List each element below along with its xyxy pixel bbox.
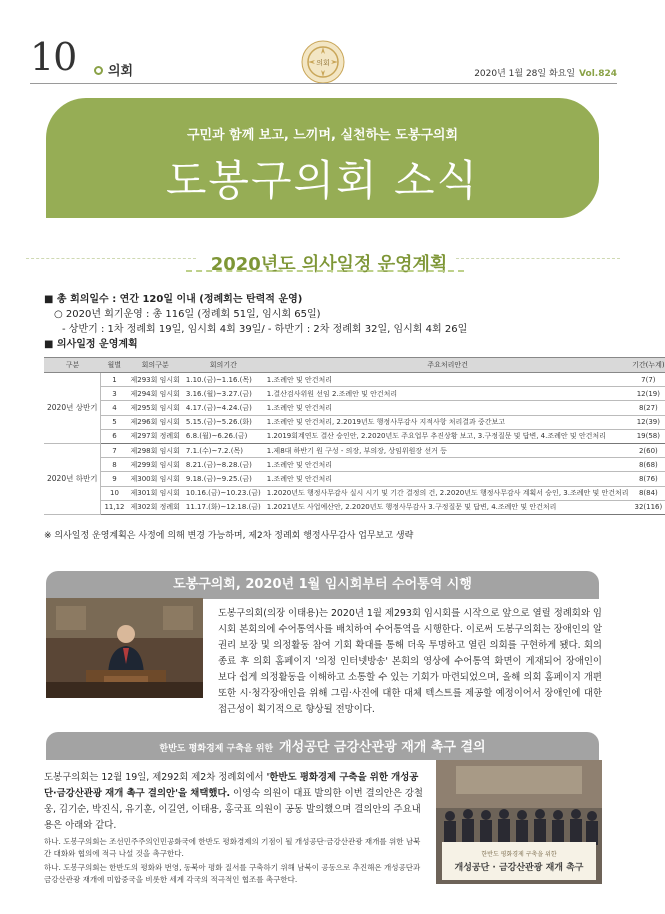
article2-point-2: 하나. 도봉구의회는 한반도의 평화와 번영, 동북아 평화 질서를 구축하기 위해 남북이 공동으로 추진해온 개성공단과 금강산관광 재개에 미합중국을 비롯한 세계 각국의 적극적인 협조를 촉구한다. — [44, 863, 421, 884]
cell-session: 제302회 정례회 — [128, 500, 183, 514]
cell-dates: 9.18.(금)~9.25.(금) — [183, 472, 264, 486]
divider-right — [456, 258, 620, 259]
resolution-group-photo — [436, 760, 602, 884]
header-month: 월별 — [101, 358, 128, 373]
banner-title: 도봉구의회 소식 — [165, 156, 480, 205]
cell-session: 제295회 임시회 — [128, 401, 183, 415]
cell-days: 12(19) — [632, 387, 665, 401]
cell-month: 8 — [101, 458, 128, 472]
article1-body: 도봉구의회(의장 이태용)는 2020년 1월 제293회 임시회를 시작으로 앞으로 열릴 정례회와 임시회 본회의에 수어통역사를 배치하여 수어통역을 시행한다. 이로써 도봉구의회는 장애인의 알 권리 보장 및 의정활동 참여 기회 확대를 통해 더욱 투명하고 열린 의회를 구현하게 됐다. 회의 종료 후 의회 홈페이지 '의정 인터넷방송' 본회의 영상에 수어통역 화면이 게재되어 장애인이 보다 쉽게 의정활동을 이해하고 소통할 수 있는 기회가 마련되었으며, 올해 의회 홈페이지 개편 또한 시·청각장애인을 위해 그림·사진에 대한 대체 텍스트를 제공할 예정이어서 장애인에 대한 접근성이 획기적으로 향상될 전망이다. — [218, 608, 602, 715]
table-row — [44, 373, 665, 387]
table-row — [44, 486, 665, 500]
cell-agenda: 1.조례안 및 안건처리, 2.2019년도 행정사무감사 지적사항 처리결과 중간보고 — [264, 415, 632, 429]
cell-agenda: 1.조례안 및 안건처리 — [264, 401, 632, 415]
cell-agenda: 1.2019회계연도 결산 승인안, 2.2020년도 주요업무 추진상황 보고, 3.구정질문 및 답변, 4.조례안 및 안건처리 — [264, 429, 632, 443]
cell-session: 제299회 임시회 — [128, 458, 183, 472]
cell-days: 32(116) — [632, 500, 665, 514]
cell-session: 제296회 임시회 — [128, 415, 183, 429]
table-header-row — [44, 358, 665, 373]
schedule-note: ※ 의사일정 운영계획은 사정에 의해 변경 가능하며, 제2차 정례회 행정사무감사 업무보고 생략 — [44, 531, 414, 541]
header-days: 기간(누계) — [632, 358, 665, 373]
cell-dates: 10.16.(금)~10.23.(금) — [183, 486, 264, 500]
cell-days: 8(27) — [632, 401, 665, 415]
cell-days: 8(76) — [632, 472, 665, 486]
cell-days: 12(39) — [632, 415, 665, 429]
summary-halfyear-breakdown: - 상반기 : 1차 정례회 19일, 임시회 4회 39일/ - 하반기 : 2차 정례회 32일, 임시회 4회 26일 — [62, 324, 468, 335]
schedule-title: 2020년도 의사일정 운영계획 — [210, 254, 448, 275]
issue-date — [474, 66, 617, 79]
cell-session: 제297회 정례회 — [128, 429, 183, 443]
table-row — [44, 429, 665, 443]
section-dot-icon — [94, 66, 103, 75]
article2-body — [44, 770, 426, 886]
cell-dates: 4.17.(금)~4.24.(금) — [183, 401, 264, 415]
cell-days: 8(68) — [632, 458, 665, 472]
cell-agenda: 1.조례안 및 안건처리 — [264, 472, 632, 486]
photo-banner-small-text: 한반도 평화경제 구축을 위한 — [481, 851, 557, 858]
cell-days: 19(58) — [632, 429, 665, 443]
schedule-table — [44, 357, 665, 515]
article2-lead-strong: '한반도 평화경제 구축을 위한 개성공단·금강산관광 재개 촉구 결의안'을 채택했다. — [44, 772, 419, 799]
article2-title-main: 개성공단 금강산관광 재개 촉구 결의 — [279, 740, 486, 755]
table-row — [44, 500, 665, 514]
volume-number: Vol.824 — [579, 69, 617, 79]
period-second-half: 2020년 하반기 — [44, 443, 101, 514]
cell-month: 9 — [101, 472, 128, 486]
article2-lead-rest: 이영숙 의원이 대표 발의한 이번 결의안은 강철웅, 김기순, 박진식, 유기훈, 이길연, 이태용, 홍국표 의원이 공동 발의했으며 결의안의 주요내용은 아래와 같다. — [44, 788, 423, 831]
cell-agenda: 1.2021년도 사업예산안, 2.2020년도 행정사무감사 3.구정질문 및 답변, 4.조례안 및 안건처리 — [264, 500, 632, 514]
cell-month: 1 — [101, 373, 128, 387]
table-row — [44, 415, 665, 429]
divider-left — [26, 258, 196, 259]
cell-agenda: 1.조례안 및 안건처리 — [264, 458, 632, 472]
cell-month: 3 — [101, 387, 128, 401]
table-row — [44, 458, 665, 472]
cell-dates: 5.15.(금)~5.26.(화) — [183, 415, 264, 429]
cell-days: 7(7) — [632, 373, 665, 387]
schedule-title-underline — [186, 270, 464, 272]
council-seal-logo — [301, 40, 345, 84]
seal-text: 의회 — [316, 59, 330, 67]
header-session: 회의구분 — [128, 358, 183, 373]
article2-point-1: 하나. 도봉구의회는 조선민주주의인민공화국에 한반도 평화경제의 기점이 될 개성공단·금강산관광 재개를 위한 남북 간 대화와 협의에 적극 나설 것을 촉구한다. — [44, 837, 421, 858]
summary-total-days: ■ 총 회의일수 : 연간 120일 이내 (정례회는 탄력적 운영) — [44, 294, 303, 305]
cell-dates: 8.21.(금)~8.28.(금) — [183, 458, 264, 472]
header-dates: 회의기간 — [183, 358, 264, 373]
article2-lead-text: 도봉구의회는 12월 19일, 제292회 제2차 정례회에서 — [44, 772, 267, 783]
header-agenda: 주요처리안건 — [264, 358, 632, 373]
cell-month: 11,12 — [101, 500, 128, 514]
table-row — [44, 387, 665, 401]
header-category: 구분 — [44, 358, 101, 373]
issue-date-text: 2020년 1월 28일 화요일 — [474, 69, 576, 79]
cell-month: 10 — [101, 486, 128, 500]
cell-days: 8(84) — [632, 486, 665, 500]
summary-session-count: ○ 2020년 회기운영 : 총 116일 (정례회 51일, 임시회 65일) — [54, 309, 321, 320]
table-row — [44, 401, 665, 415]
article2-title — [46, 732, 599, 760]
cell-agenda: 1.2020년도 행정사무감사 실시 시기 및 기간 결정의 건, 2.2020년도 행정사무감사 계획서 승인, 3.조례안 및 안건처리 — [264, 486, 632, 500]
cell-dates: 3.16.(월)~3.27.(금) — [183, 387, 264, 401]
cell-days: 2(60) — [632, 443, 665, 457]
photo-banner-big-text: 개성공단 · 금강산관광 재개 촉구 — [454, 863, 584, 873]
cell-agenda: 1.조례안 및 안건처리 — [264, 373, 632, 387]
page-number: 10 — [30, 35, 77, 79]
table-row — [44, 472, 665, 486]
period-first-half: 2020년 상반기 — [44, 373, 101, 444]
header-divider — [30, 83, 617, 84]
cell-month: 6 — [101, 429, 128, 443]
cell-session: 제298회 임시회 — [128, 443, 183, 457]
summary-plan-heading: ■ 의사일정 운영계획 — [44, 339, 138, 350]
cell-dates: 11.17.(화)~12.18.(금) — [183, 500, 264, 514]
cell-dates: 1.10.(금)~1.16.(목) — [183, 373, 264, 387]
cell-agenda: 1.제8대 하반기 원 구성 - 의장, 부의장, 상임위원장 선거 등 — [264, 443, 632, 457]
cell-session: 제301회 임시회 — [128, 486, 183, 500]
cell-month: 7 — [101, 443, 128, 457]
banner-subtitle: 구민과 함께 보고, 느끼며, 실천하는 도봉구의회 — [186, 128, 459, 143]
cell-agenda: 1.결산검사위원 선임 2.조례안 및 안건처리 — [264, 387, 632, 401]
article2-lead — [44, 770, 426, 834]
cell-dates: 6.8.(월)~6.26.(금) — [183, 429, 264, 443]
cell-dates: 7.1.(수)~7.2.(목) — [183, 443, 264, 457]
article1-title: 도봉구의회, 2020년 1월 임시회부터 수어통역 시행 — [46, 571, 599, 599]
cell-session: 제293회 임시회 — [128, 373, 183, 387]
schedule-summary — [44, 292, 604, 352]
cell-session: 제294회 임시회 — [128, 387, 183, 401]
article2-title-prefix: 한반도 평화경제 구축을 위한 — [159, 744, 274, 754]
cell-month: 5 — [101, 415, 128, 429]
schedule-heading — [206, 250, 452, 276]
table-row — [44, 443, 665, 457]
masthead-banner — [46, 98, 599, 218]
section-name: 의회 — [108, 64, 134, 79]
chamber-speaker-photo — [46, 598, 203, 698]
cell-session: 제300회 임시회 — [128, 472, 183, 486]
cell-month: 4 — [101, 401, 128, 415]
